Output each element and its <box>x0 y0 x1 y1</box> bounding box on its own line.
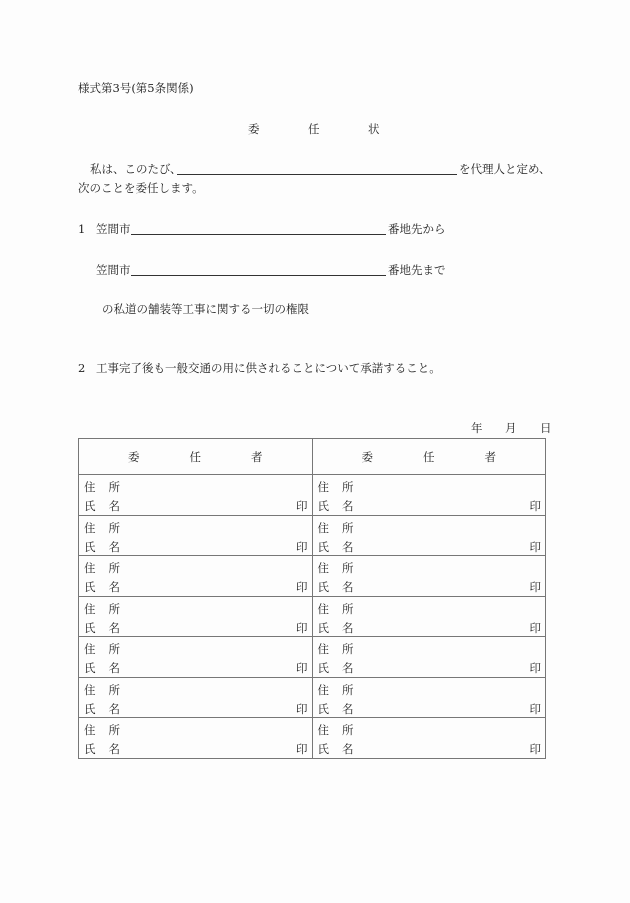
address-label: 住 所 <box>84 723 120 737</box>
address-label: 住 所 <box>317 520 354 535</box>
seal-mark: 印 <box>296 499 308 513</box>
name-label: 氏 名 <box>84 539 120 554</box>
date-month: 月 <box>505 421 517 435</box>
intro-line2: 次のことを委任します。 <box>78 181 204 195</box>
title-char: 状 <box>368 122 380 136</box>
seal-mark: 印 <box>296 580 308 594</box>
delegator-cell[interactable] <box>79 515 313 556</box>
to-address-field[interactable] <box>131 275 386 276</box>
delegator-cell[interactable] <box>79 718 313 759</box>
item1-to-suffix: 番地先まで <box>388 263 446 277</box>
address-label: 住 所 <box>84 682 120 697</box>
name-label: 氏 名 <box>317 580 354 594</box>
delegator-cell[interactable] <box>312 556 546 597</box>
item1-scope: の私道の舗装等工事に関する一切の権限 <box>102 302 309 316</box>
address-label: 住 所 <box>84 601 120 616</box>
item2-text: 工事完了後も一般交通の用に供されることについて承諾すること。 <box>96 361 441 375</box>
seal-mark: 印 <box>529 580 541 594</box>
name-label: 氏 名 <box>84 499 120 513</box>
delegator-cell[interactable] <box>312 596 546 637</box>
title-char: 任 <box>308 122 320 136</box>
delegator-cell[interactable] <box>79 596 313 637</box>
item2-number: 2 <box>78 361 86 375</box>
address-label: 住 所 <box>317 561 354 575</box>
name-label: 氏 名 <box>84 701 120 716</box>
title-char: 委 <box>248 122 260 136</box>
seal-mark: 印 <box>296 661 308 675</box>
table-row <box>79 637 546 678</box>
table-row <box>79 677 546 718</box>
table-row <box>79 718 546 759</box>
name-label: 氏 名 <box>317 701 354 716</box>
address-label: 住 所 <box>317 682 354 697</box>
seal-mark: 印 <box>296 539 308 554</box>
delegator-cell[interactable] <box>312 515 546 556</box>
header-char: 任 <box>423 449 435 464</box>
address-label: 住 所 <box>84 480 120 494</box>
seal-mark: 印 <box>296 742 308 756</box>
address-label: 住 所 <box>84 520 120 535</box>
address-label: 住 所 <box>317 723 354 737</box>
intro-suffix: を代理人と定め、 <box>459 162 551 176</box>
address-label: 住 所 <box>317 642 354 656</box>
name-label: 氏 名 <box>84 620 120 635</box>
agent-name-field[interactable] <box>177 174 457 175</box>
name-label: 氏 名 <box>317 661 354 675</box>
seal-mark: 印 <box>529 742 541 756</box>
date-year: 年 <box>471 421 483 435</box>
item1-from-prefix: 笠間市 <box>96 222 131 236</box>
address-label: 住 所 <box>84 561 120 575</box>
seal-mark: 印 <box>529 620 541 635</box>
name-label: 氏 名 <box>84 742 120 756</box>
header-char: 委 <box>361 449 373 464</box>
item1-from-suffix: 番地先から <box>388 222 446 236</box>
delegator-cell[interactable] <box>312 718 546 759</box>
form-number: 様式第3号(第5条関係) <box>78 81 194 95</box>
delegator-cell[interactable] <box>312 637 546 678</box>
delegator-cell[interactable] <box>312 677 546 718</box>
header-char: 者 <box>484 449 496 464</box>
header-cell-right <box>312 439 546 475</box>
address-label: 住 所 <box>317 601 354 616</box>
name-label: 氏 名 <box>317 620 354 635</box>
seal-mark: 印 <box>529 539 541 554</box>
from-address-field[interactable] <box>131 234 386 235</box>
seal-mark: 印 <box>296 701 308 716</box>
seal-mark: 印 <box>529 499 541 513</box>
seal-mark: 印 <box>529 701 541 716</box>
name-label: 氏 名 <box>317 539 354 554</box>
name-label: 氏 名 <box>84 661 120 675</box>
intro-prefix: 私は、このたび、 <box>90 162 182 176</box>
table-header-row <box>79 439 546 475</box>
header-char: 者 <box>251 449 263 464</box>
seal-mark: 印 <box>296 620 308 635</box>
delegator-cell[interactable] <box>79 475 313 516</box>
item1-to-prefix: 笠間市 <box>96 263 131 277</box>
delegator-cell[interactable] <box>79 556 313 597</box>
table-row <box>79 556 546 597</box>
delegator-table <box>78 438 546 759</box>
name-label: 氏 名 <box>84 580 120 594</box>
address-label: 住 所 <box>84 642 120 656</box>
seal-mark: 印 <box>529 661 541 675</box>
header-cell-left <box>79 439 313 475</box>
delegator-cell[interactable] <box>79 637 313 678</box>
table-row <box>79 515 546 556</box>
table-row <box>79 596 546 637</box>
delegator-cell[interactable] <box>312 475 546 516</box>
header-char: 委 <box>128 449 140 464</box>
table-row <box>79 475 546 516</box>
item1-number: 1 <box>78 222 86 236</box>
name-label: 氏 名 <box>317 742 354 756</box>
name-label: 氏 名 <box>317 499 354 513</box>
header-char: 任 <box>189 449 201 464</box>
address-label: 住 所 <box>317 480 354 494</box>
date-day: 日 <box>540 421 552 435</box>
delegator-cell[interactable] <box>79 677 313 718</box>
